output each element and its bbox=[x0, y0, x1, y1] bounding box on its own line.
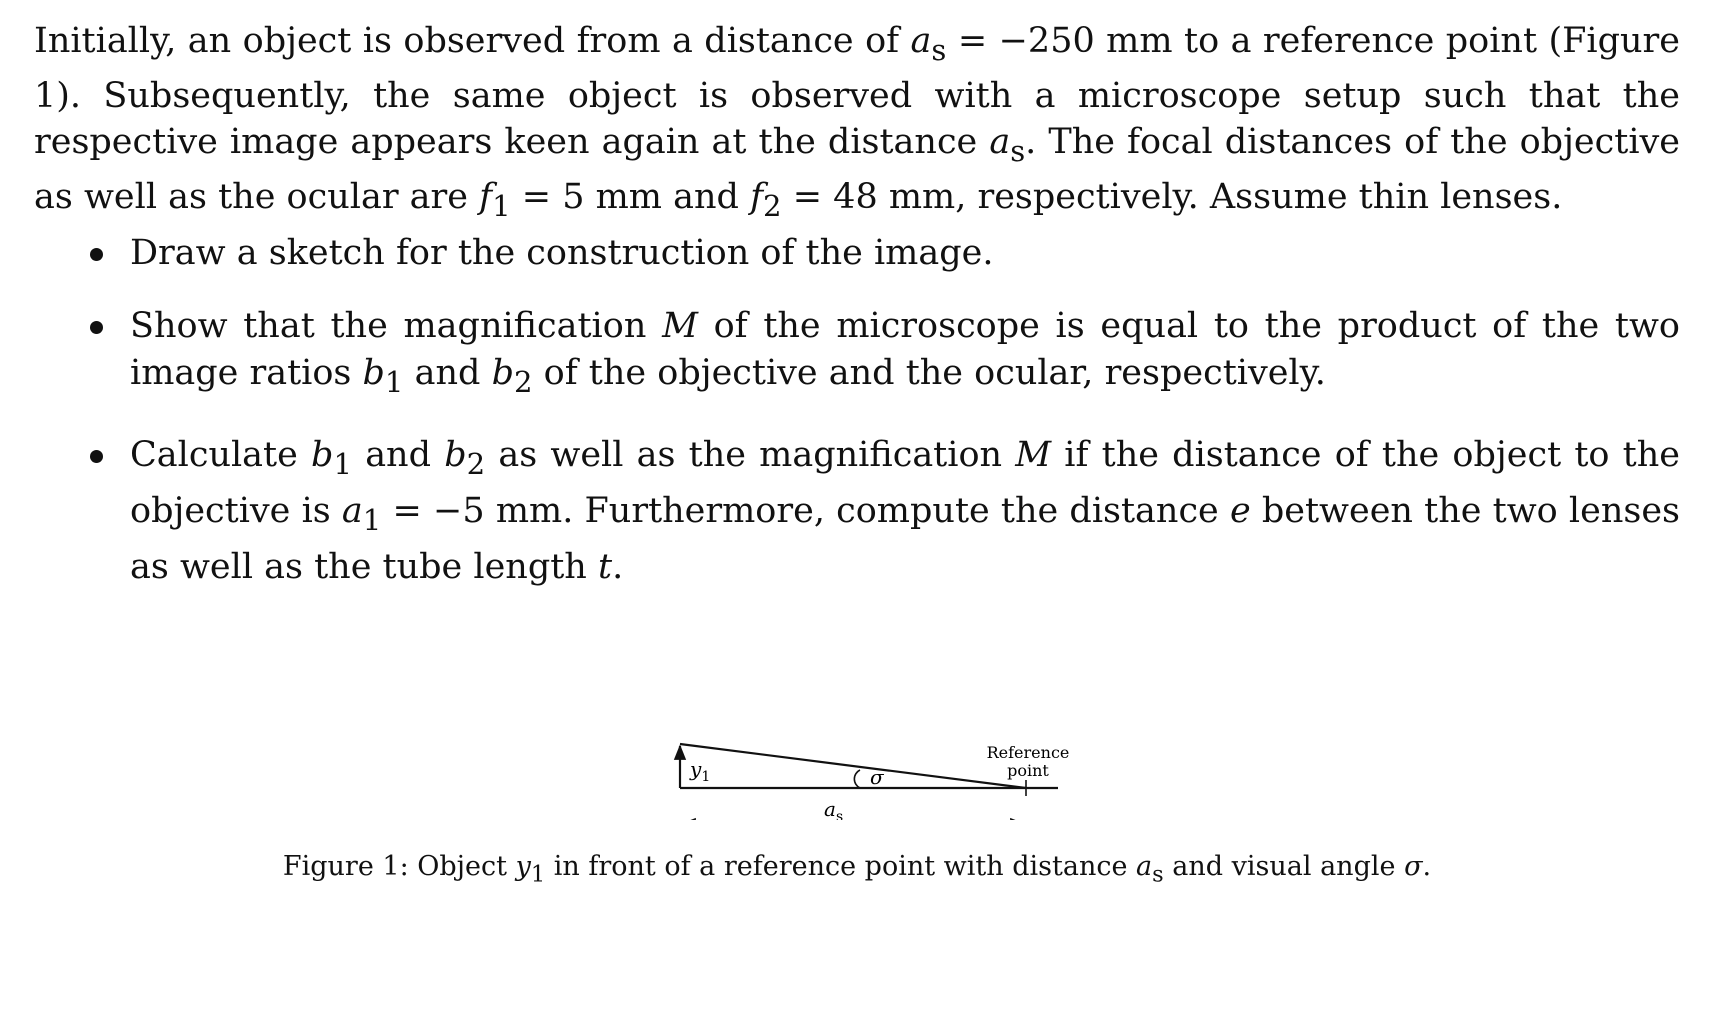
math-a: a bbox=[910, 21, 932, 61]
math-f: f bbox=[479, 177, 493, 217]
task-text: of the objective and the ocular, respectively. bbox=[532, 353, 1326, 393]
intro-text-4: = 5 mm and bbox=[510, 177, 751, 217]
caption-text: Figure 1: Object bbox=[282, 851, 516, 882]
math-e: e bbox=[1229, 491, 1251, 531]
reference-label-line2: point bbox=[1007, 761, 1049, 780]
math-t: t bbox=[597, 547, 613, 587]
math-sub: 1 bbox=[530, 861, 546, 888]
task-text: Draw a sketch for the construction of the image. bbox=[130, 233, 994, 273]
task-text: if the distance of the object to the objective is bbox=[130, 435, 1680, 531]
intro-text-5: = 48 mm, respectively. Assume thin lenses. bbox=[781, 177, 1563, 217]
math-b: b bbox=[491, 353, 514, 393]
task-list bbox=[90, 230, 1680, 617]
object-label: $y_1$ bbox=[690, 757, 711, 785]
task-item-magnification bbox=[90, 303, 1680, 406]
math-M: M bbox=[662, 306, 698, 346]
math-sub: 1 bbox=[384, 365, 404, 399]
caption-text: . bbox=[1422, 851, 1432, 882]
task-text: . bbox=[612, 547, 624, 587]
task-item-sketch bbox=[90, 230, 1680, 277]
math-sub: 1 bbox=[333, 447, 352, 481]
math-sigma: σ bbox=[1404, 851, 1423, 882]
math-b: b bbox=[311, 435, 334, 475]
task-text: between the two lenses as well as the tube length bbox=[130, 491, 1681, 587]
intro-text-1: Initially, an object is observed from a distance of bbox=[34, 21, 911, 61]
sight-line bbox=[680, 744, 1026, 788]
caption-text: and visual angle bbox=[1163, 851, 1405, 882]
bullet-dot bbox=[90, 248, 103, 261]
math-a: a bbox=[989, 122, 1011, 162]
math-y: y bbox=[515, 851, 531, 882]
math-b: b bbox=[444, 435, 467, 475]
math-sub: s bbox=[1010, 134, 1026, 168]
math-sub: s bbox=[1152, 861, 1164, 888]
math-sub: 1 bbox=[492, 189, 511, 223]
math-sub: 2 bbox=[466, 447, 486, 481]
task-text: as well as the magnification bbox=[485, 435, 1016, 475]
math-b: b bbox=[362, 353, 385, 393]
bullet-dot bbox=[90, 321, 103, 334]
math-f: f bbox=[750, 177, 764, 217]
math-a: a bbox=[1136, 851, 1153, 882]
math-sub: s bbox=[931, 33, 947, 67]
distance-label: $a_s$ bbox=[824, 797, 844, 820]
task-text: Show that the magnification bbox=[130, 306, 663, 346]
intro-text-2: = −250 mm to a reference point (Figure 1). Subsequently, the same object is observed with a microscope setup such that the respective image appears keen again at the distance bbox=[34, 21, 1680, 162]
math-sub: 1 bbox=[362, 503, 382, 537]
task-text: of the microscope is equal to the product of the two image ratios bbox=[130, 306, 1680, 393]
math-sub: 2 bbox=[513, 365, 533, 399]
intro-text-3: . The focal distances of the objective as well as the ocular are bbox=[34, 122, 1680, 217]
figure-caption bbox=[0, 850, 1714, 891]
math-a: a bbox=[341, 491, 363, 531]
problem-statement bbox=[34, 18, 1680, 229]
task-item-calculate bbox=[90, 432, 1680, 591]
task-text: and bbox=[403, 353, 492, 393]
caption-text: in front of a reference point with distance bbox=[545, 851, 1137, 882]
figure-1-diagram bbox=[660, 700, 1080, 820]
math-sub: 2 bbox=[763, 189, 782, 223]
bullet-dot bbox=[90, 450, 103, 463]
task-text: and bbox=[352, 435, 445, 475]
angle-label: σ bbox=[870, 765, 884, 789]
math-M: M bbox=[1015, 435, 1052, 475]
task-text: Calculate bbox=[130, 435, 312, 475]
reference-label-line1: Reference bbox=[986, 743, 1070, 762]
task-text: = −5 mm. Furthermore, compute the distance bbox=[381, 491, 1230, 531]
angle-arc bbox=[854, 770, 860, 788]
